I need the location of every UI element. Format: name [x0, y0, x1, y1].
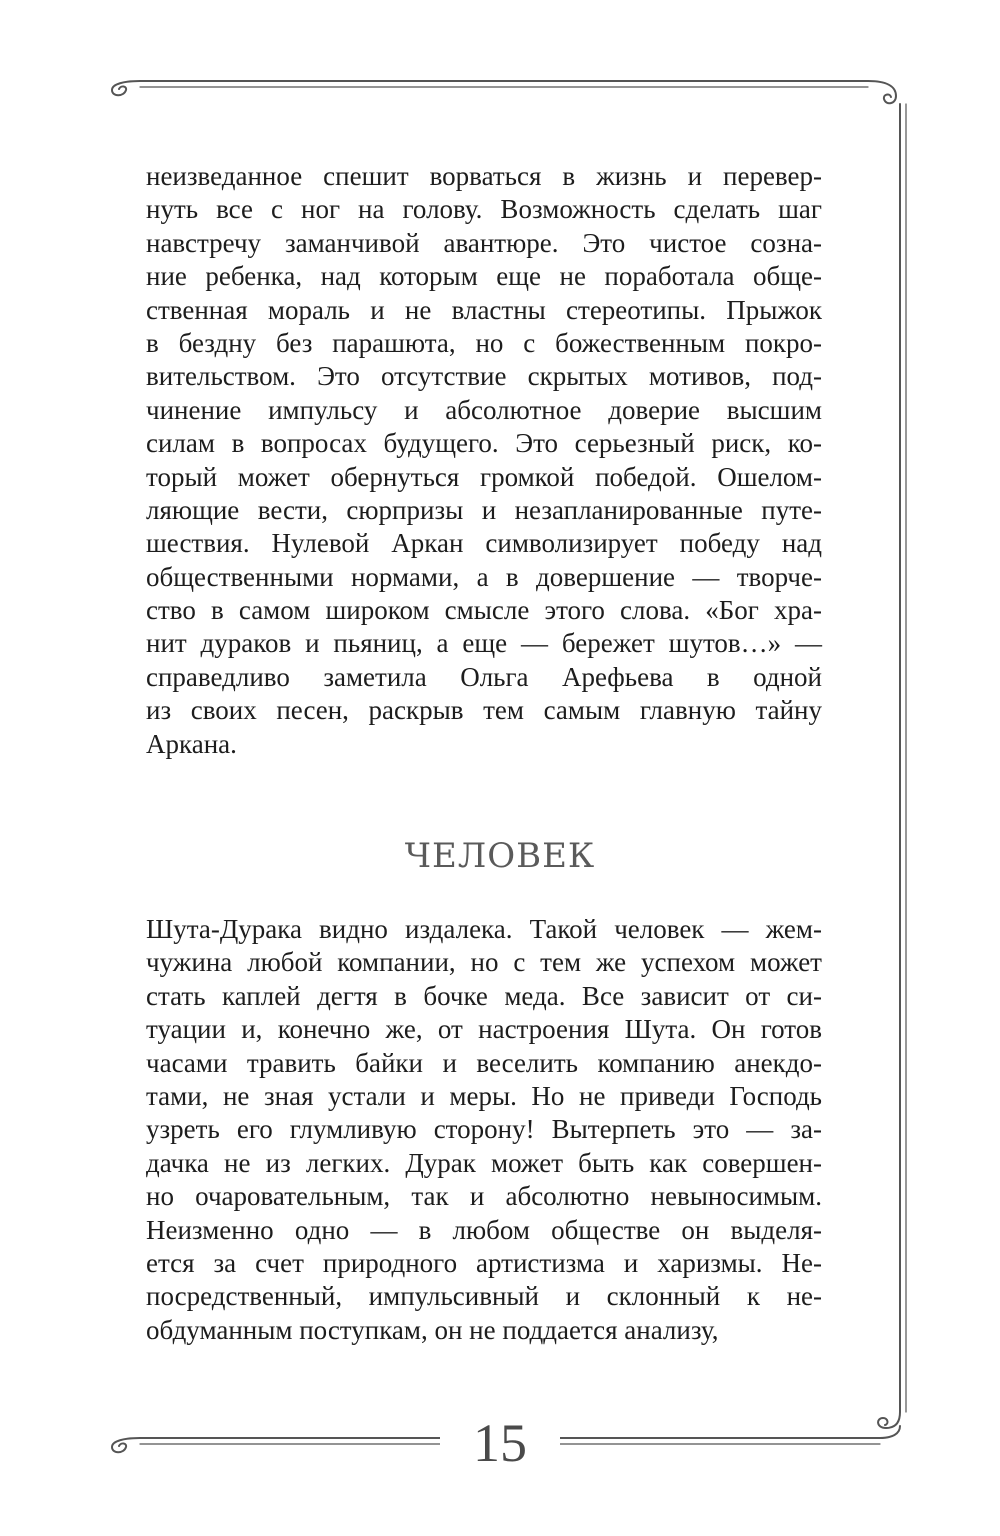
text-line: из своих песен, раскрыв тем самым главную тайну [146, 695, 822, 726]
text-line: ственная мораль и не властны стереотипы. Прыжок [146, 294, 822, 325]
text-line: ется за счет природного артистизма и харизмы. Не- [146, 1247, 822, 1278]
text-line: чужина любой компании, но с тем же успехом может [146, 947, 822, 978]
text-line: шествия. Нулевой Аркан символизирует победу над [146, 528, 822, 559]
paragraph-person [146, 913, 822, 1347]
text-line: дачка не из легких. Дурак может быть как совершен- [146, 1147, 822, 1178]
text-line: справедливо заметила Ольга Арефьева в одной [146, 661, 822, 692]
text-line: ство в самом широком смысле этого слова. «Бог хра- [146, 595, 822, 626]
text-line: в бездну без парашюта, но с божественным покро- [146, 327, 822, 358]
text-line: ние ребенка, над которым еще не поработала обще- [146, 261, 822, 292]
text-line: общественными нормами, а в довершение — творче- [146, 561, 822, 592]
text-line: часами травить байки и веселить компанию анекдо- [146, 1047, 822, 1078]
text-line: торый может обернуться громкой победой. Ошелом- [146, 461, 822, 492]
text-line: Шута-Дурака видно издалека. Такой человек — жем- [146, 914, 822, 944]
section-heading: ЧЕЛОВЕК [404, 836, 596, 876]
text-line: Неизменно одно — в любом обществе он выделя- [146, 1214, 822, 1245]
text-line: вительством. Это отсутствие скрытых мотивов, под- [146, 361, 822, 392]
text-line: ляющие вести, сюрпризы и незапланированные путе- [146, 494, 822, 525]
text-line: чинение импульсу и абсолютное доверие высшим [146, 394, 822, 425]
paragraph-intro [146, 160, 822, 761]
page-number: 15 [440, 1412, 560, 1474]
text-line: посредственный, импульсивный и склонный к не- [146, 1281, 822, 1312]
text-line: неизведанное спешит ворваться в жизнь и перевер- [146, 161, 822, 191]
text-line: стать каплей дегтя в бочке меда. Все зависит от си- [146, 980, 822, 1011]
text-line: Аркана. [146, 728, 237, 759]
text-line: тами, не зная устали и меры. Но не приведи Господь [146, 1080, 822, 1111]
text-line: туации и, конечно же, от настроения Шута. Он готов [146, 1014, 822, 1045]
text-line: навстречу заманчивой авантюре. Это чистое созна- [146, 227, 822, 258]
text-line: но очаровательным, так и абсолютно невыносимым. [146, 1181, 822, 1212]
text-line: обдуманным поступкам, он не поддается анализу, [146, 1314, 719, 1345]
text-line: нит дураков и пьяниц, а еще — бережет шутов…» — [146, 628, 822, 659]
text-line: узреть его глумливую сторону! Вытерпеть это — за- [146, 1114, 822, 1145]
text-line: силам в вопросах будущего. Это серьезный риск, ко- [146, 428, 822, 459]
text-line: нуть все с ног на голову. Возможность сделать шаг [146, 194, 822, 225]
